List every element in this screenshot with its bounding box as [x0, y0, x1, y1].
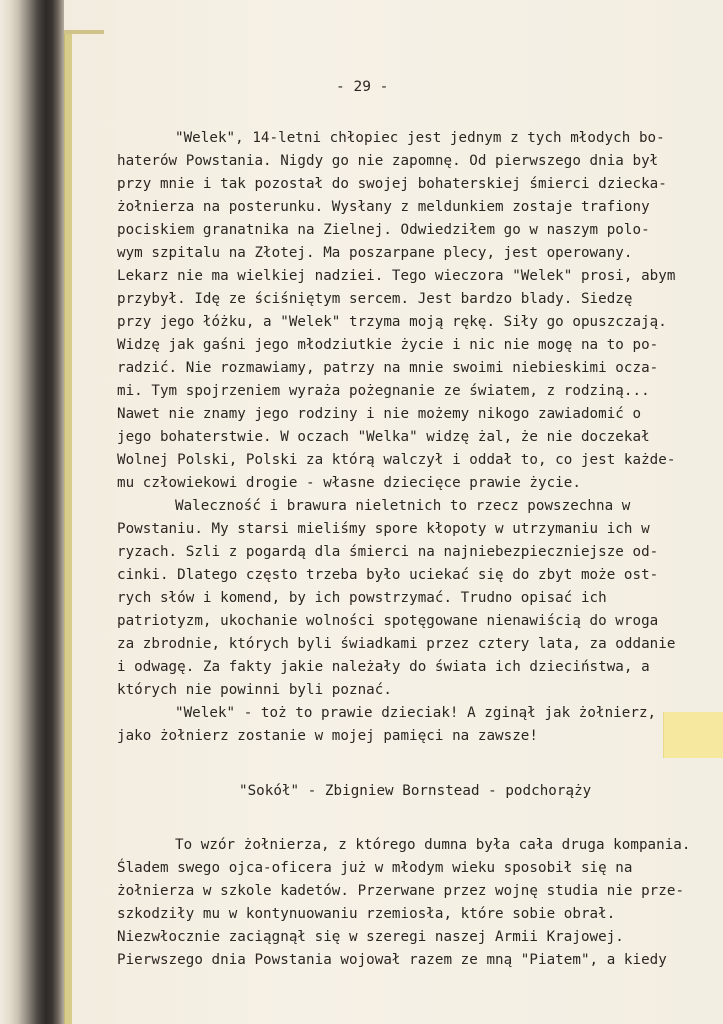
text-line: wym szpitalu na Złotej. Ma poszarpane plecy, jest operowany. [117, 245, 633, 261]
text-line: przybył. Idę ze ściśniętym sercem. Jest bardzo blady. Siedzę [117, 291, 633, 307]
text-line: ryzach. Szli z pogardą dla śmierci na najniebezpieczniejsze od- [117, 544, 659, 560]
text-line: Wolnej Polski, Polski za którą walczył i oddał to, co jest każde- [117, 452, 676, 468]
text-line: Powstaniu. My starsi mieliśmy spore kłopoty w utrzymaniu ich w [117, 521, 650, 537]
text-line: cinki. Dlatego często trzeba było uciekać się do zbyt może ost- [117, 567, 659, 583]
text-line: jego bohaterstwie. W oczach "Welka" widzę żal, że nie doczekał [117, 429, 650, 445]
text-line: Niezwłocznie zaciągnął się w szeregi naszej Armii Krajowej. [117, 929, 624, 945]
text-line: pociskiem granatnika na Zielnej. Odwiedziłem go w naszym polo- [117, 222, 650, 238]
text-line: przy jego łóżku, a "Welek" trzyma moją rękę. Siły go opuszczają. [117, 314, 667, 330]
text-line: mu człowiekowi drogie - własne dziecięce prawie życie. [117, 475, 581, 491]
page-number: - 29 - [336, 79, 389, 95]
text-line: rych słów i komend, by ich powstrzymać. Trudno opisać ich [117, 590, 607, 606]
text-line: za zbrodnie, których byli świadkami przez cztery lata, za oddanie [117, 636, 676, 652]
text-line: radzić. Nie rozmawiamy, patrzy na mnie swoimi niebieskimi ocza- [117, 360, 659, 376]
text-line: mi. Tym spojrzeniem wyraża pożegnanie ze światem, z rodziną... [117, 383, 650, 399]
book-binding-shadow [0, 0, 64, 1024]
text-line: żołnierza na posterunku. Wysłany z meldunkiem zostaje trafiony [117, 199, 650, 215]
sticky-note-tab [663, 712, 723, 758]
text-line: Śladem swego ojca-oficera już w młodym wieku sposobił się na [117, 860, 633, 876]
section-heading: "Sokół" - Zbigniew Bornstead - podchorąży [239, 783, 592, 799]
text-line: Waleczność i brawura nieletnich to rzecz powszechna w [175, 498, 631, 514]
text-line: jako żołnierz zostanie w mojej pamięci na zawsze! [117, 728, 538, 744]
text-line: przy mnie i tak pozostał do swojej bohaterskiej śmierci dziecka- [117, 176, 667, 192]
binding-edge-strip [64, 30, 72, 1024]
text-line: szkodziły mu w kontynuowaniu rzemiosła, które sobie obrał. [117, 906, 616, 922]
text-line: "Welek", 14-letni chłopiec jest jednym z tych młodych bo- [175, 130, 665, 146]
text-line: patriotyzm, ukochanie wolności spotęgowane nienawiścią do wroga [117, 613, 659, 629]
binding-top-strip [64, 30, 104, 34]
text-line: żołnierza w szkole kadetów. Przerwane przez wojnę studia nie prze- [117, 883, 685, 899]
text-line: haterów Powstania. Nigdy go nie zapomnę. Od pierwszego dnia był [117, 153, 659, 169]
text-line: Lekarz nie ma wielkiej nadziei. Tego wieczora "Welek" prosi, abym [117, 268, 676, 284]
text-line: "Welek" - toż to prawie dzieciak! A zginął jak żołnierz, [175, 705, 657, 721]
text-line: których nie powinni byli poznać. [117, 682, 392, 698]
text-line: Widzę jak gaśni jego młodziutkie życie i nic nie mogę na to po- [117, 337, 659, 353]
text-line: Pierwszego dnia Powstania wojował razem ze mną "Piatem", a kiedy [117, 952, 667, 968]
text-line: Nawet nie znamy jego rodziny i nie możemy nikogo zawiadomić o [117, 406, 642, 422]
text-line: To wzór żołnierza, z którego dumna była cała druga kompania. [175, 837, 691, 853]
text-line: i odwagę. Za fakty jakie należały do świata ich dzieciństwa, a [117, 659, 650, 675]
